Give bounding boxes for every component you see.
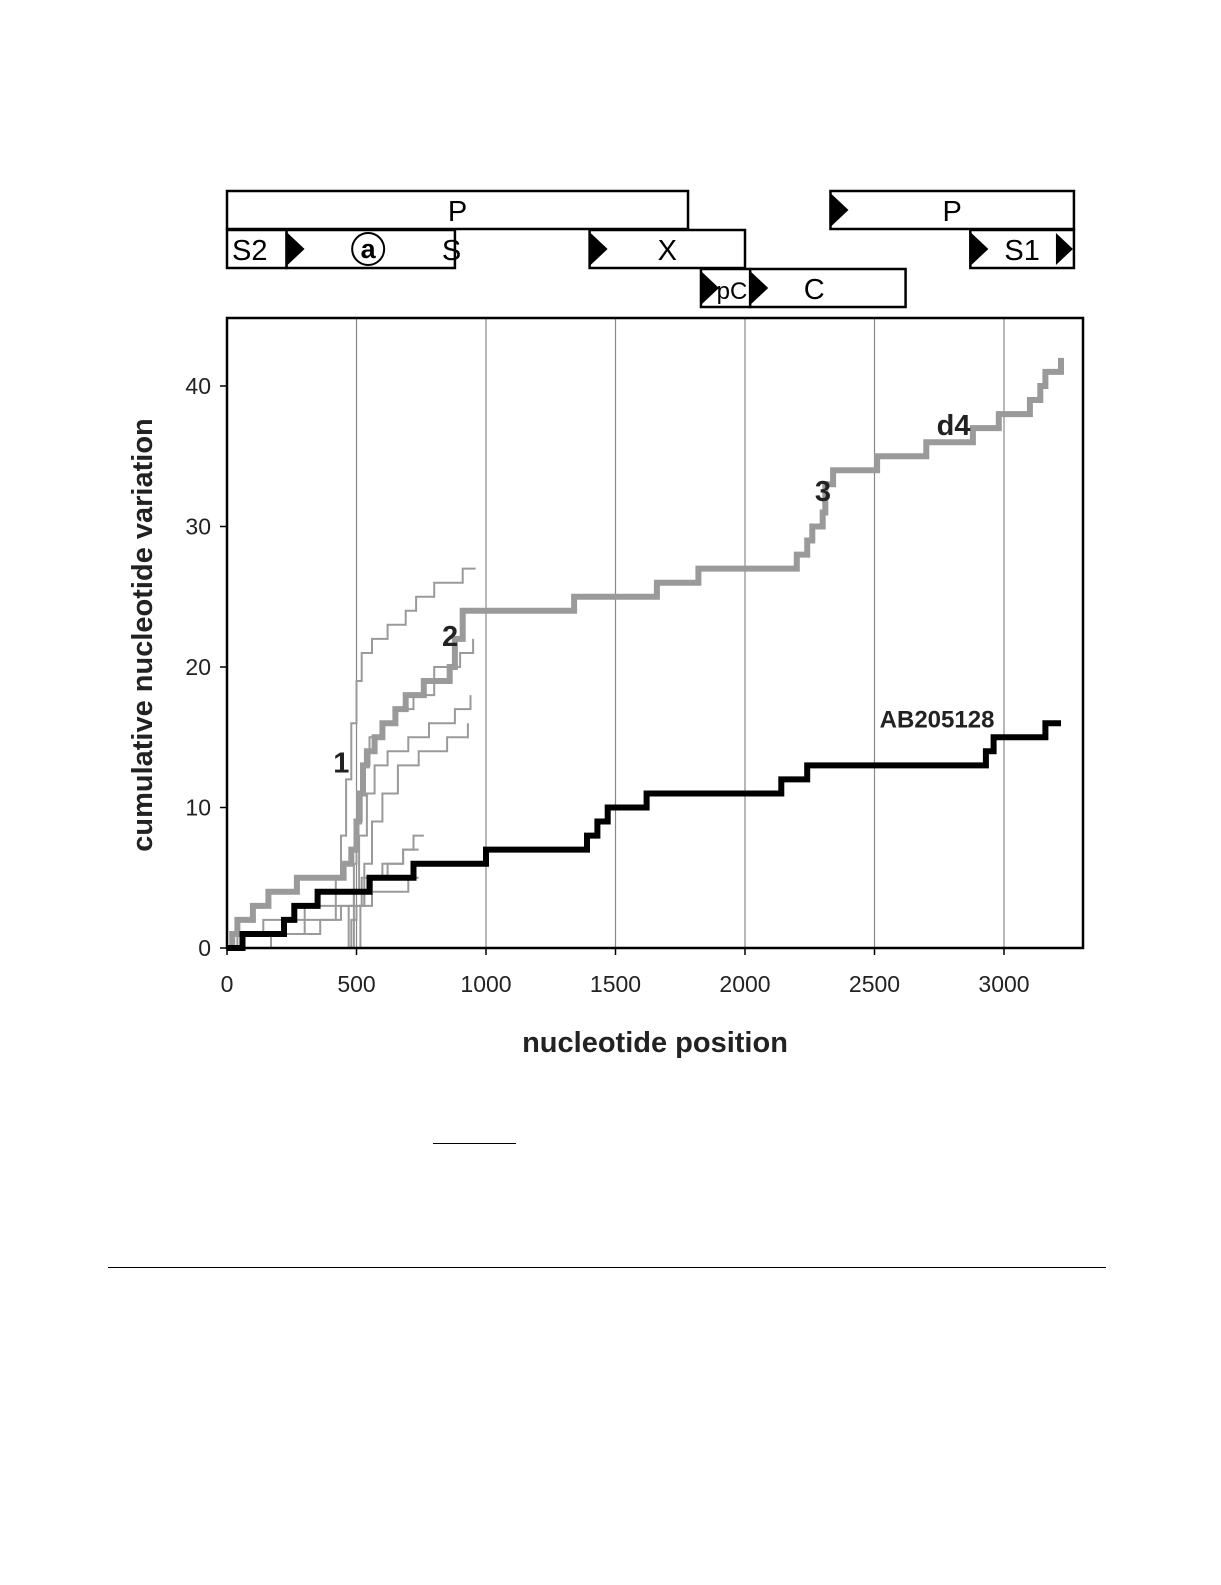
series-line-main-gray-0	[227, 358, 1061, 948]
y-tick-label: 10	[185, 794, 211, 821]
segment-label: C	[803, 274, 825, 306]
x-tick-label: 2000	[719, 971, 771, 997]
genome-segment-c	[750, 269, 905, 307]
page-rule	[108, 1267, 1106, 1268]
series-layer	[227, 358, 1061, 948]
genome-segment-p-upper-right	[830, 191, 1073, 229]
y-tick-label: 30	[185, 513, 211, 540]
segment-label: S	[441, 235, 462, 267]
segment-box	[750, 269, 905, 307]
plot	[127, 318, 1083, 1059]
x-tick-label: 1000	[460, 971, 512, 997]
series-line-thin-gray-5	[357, 723, 468, 948]
x-tick-label: 3000	[978, 971, 1030, 997]
genome-map	[227, 191, 1074, 307]
annotation-label: d4	[936, 410, 971, 443]
x-axis-ticks	[221, 948, 1030, 997]
annotation-label: AB205128	[879, 706, 995, 734]
x-tick-label: 500	[337, 971, 376, 997]
series-line-thin-gray-4	[351, 695, 470, 948]
genome-segment-pc	[701, 269, 750, 307]
genome-segment-x	[590, 230, 745, 268]
short-rule	[433, 1143, 516, 1144]
y-tick-label: 20	[185, 654, 211, 680]
x-tick-label: 2500	[848, 971, 901, 997]
annotation-label: 3	[814, 476, 832, 509]
segment-label: P	[942, 196, 962, 228]
x-axis-label: nucleotide position	[522, 1027, 788, 1059]
segment-label: X	[657, 235, 677, 267]
annotation-label: 1	[333, 747, 350, 780]
annotation-label: 2	[441, 620, 459, 653]
y-tick-label: 0	[198, 935, 211, 961]
segment-label: P	[447, 196, 468, 228]
y-axis-label: cumulative nucleotide variation	[127, 418, 159, 852]
y-tick-label: 40	[185, 373, 211, 399]
genome-segment-s2	[227, 230, 287, 268]
x-tick-label: 0	[220, 971, 234, 997]
segment-label: S1	[1004, 235, 1040, 267]
a-determinant-label: a	[360, 234, 376, 264]
segment-label: S2	[232, 235, 268, 267]
segment-label: pC	[716, 278, 748, 305]
y-axis-ticks	[185, 373, 227, 961]
genome-segment-p-upper-left	[227, 191, 688, 229]
x-tick-label: 1500	[589, 971, 642, 997]
